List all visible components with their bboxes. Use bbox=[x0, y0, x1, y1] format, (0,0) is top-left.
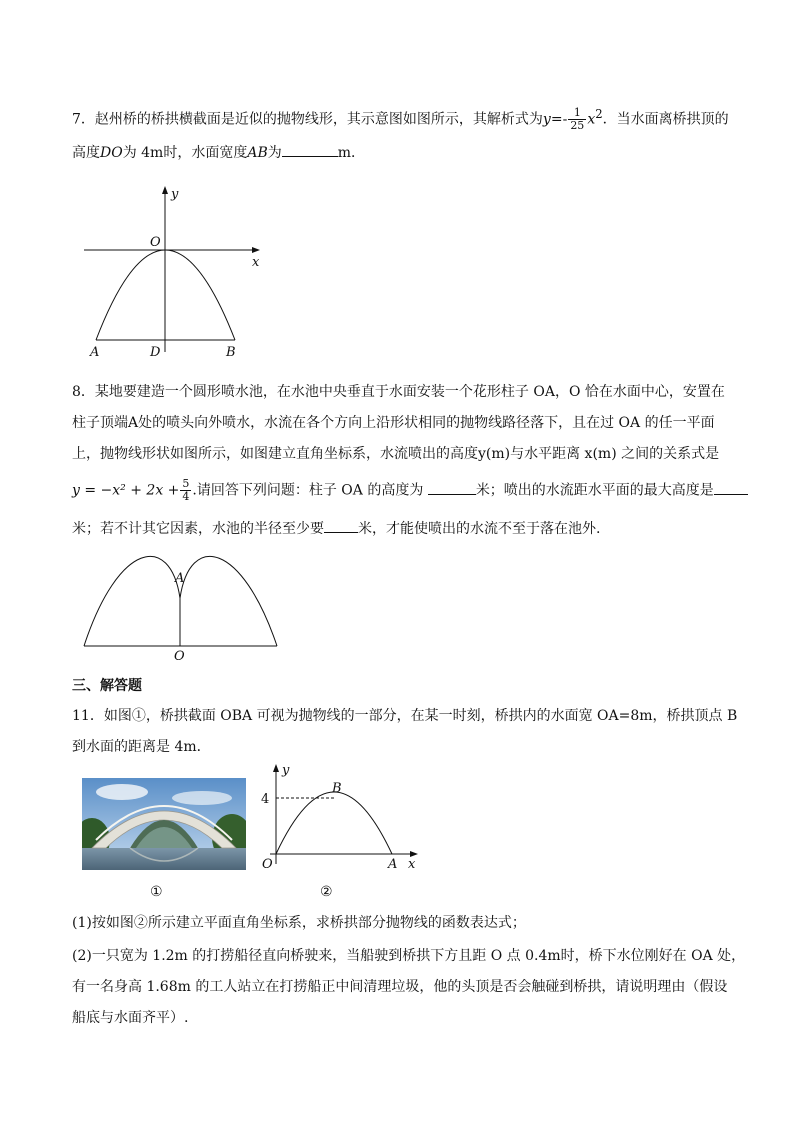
q11-label-B: B bbox=[332, 781, 342, 796]
q7-parabola-figure bbox=[78, 182, 278, 362]
q7-y-arrow bbox=[162, 186, 168, 194]
q11-parabola bbox=[276, 792, 392, 854]
q7-x-arrow bbox=[252, 247, 260, 253]
q7-line-2: 高度DO为 4m时，水面宽度AB为 m． bbox=[72, 142, 722, 163]
q11-label-A: A bbox=[388, 857, 398, 872]
figure-caption-1: ① bbox=[150, 884, 163, 900]
q7-label-A: A bbox=[90, 345, 100, 360]
q11-subquestion-1: (1)按如图②所示建立平面直角坐标系，求桥拱部分抛物线的函数表达式； bbox=[72, 915, 526, 931]
q8-line-1: 8．某地要建造一个圆形喷水池，在水池中央垂直于水面安装一个花形柱子 OA，O 恰在水面中心，安置在 bbox=[72, 384, 725, 400]
q8-line-2: 柱子顶端A处的喷头向外喷水，水流在各个方向上沿形状相同的抛物线路径落下，且在过 OA 的任一平面 bbox=[72, 415, 715, 431]
q11-label-x: x bbox=[408, 857, 416, 872]
q7-label-y: y bbox=[171, 187, 179, 202]
q11-label-y: y bbox=[282, 763, 290, 778]
q8-line-3: 上，抛物线形状如图所示，如图建立直角坐标系，水流喷出的高度y(m)与水平距离 x(m) 之间的关系式是 bbox=[72, 446, 720, 462]
q8-left-arc bbox=[84, 556, 180, 646]
q11-line-2: 到水面的距离是 4m． bbox=[72, 739, 211, 755]
q7-var-y: y bbox=[542, 111, 551, 128]
q7-line-1 bbox=[72, 104, 729, 133]
q8-right-arc bbox=[180, 556, 277, 646]
q8-fraction: $\frac{5}{4}$ bbox=[182, 477, 190, 503]
q11-line-1: 11．如图①，桥拱截面 OBA 可视为抛物线的一部分，在某一时刻，桥拱内的水面宽 OA=8m，桥拱顶点 B bbox=[72, 708, 738, 724]
q8-answer-blank-1[interactable] bbox=[428, 480, 476, 495]
q8-fountain-figure bbox=[78, 552, 288, 664]
q8-answer-blank-2[interactable] bbox=[714, 480, 748, 495]
q7-fraction: $\frac{1}{25}$ bbox=[570, 106, 585, 133]
q7-answer-blank[interactable] bbox=[282, 142, 338, 157]
q8-answer-blank-3[interactable] bbox=[324, 518, 358, 533]
q8-label-A: A bbox=[175, 571, 185, 586]
q11-bridge-arch-graph bbox=[256, 760, 426, 875]
q11-label-4: 4 bbox=[261, 792, 270, 807]
q8-line-5: 米；若不计其它因素，水池的半径至少要 米，才能使喷出的水流不至于落在池外. bbox=[72, 518, 722, 539]
q7-text-2: ．当水面离桥拱顶的 bbox=[602, 111, 729, 128]
q7-label-x: x bbox=[252, 255, 260, 270]
q7-number: 7． bbox=[72, 111, 95, 128]
q11-subquestion-2-line-3: 船底与水面齐平）. bbox=[72, 1010, 189, 1026]
q11-y-arrow bbox=[273, 764, 279, 772]
q7-text: 赵州桥的桥拱横截面是近似的抛物线形，其示意图如图所示，其解析式为 bbox=[94, 111, 543, 128]
q7-label-B: B bbox=[226, 345, 236, 360]
figure-caption-2: ② bbox=[320, 884, 333, 900]
q11-subquestion-2-line-1: (2)一只宽为 1.2m 的打捞船径直向桥驶来，当船驶到桥拱下方且距 O 点 0.4m时，桥下水位刚好在 OA 处， bbox=[72, 948, 746, 964]
bridge-photo bbox=[82, 778, 246, 870]
q11-subquestion-2-line-2: 有一名身高 1.68m 的工人站立在打捞船正中间清理垃圾，他的头顶是否会触碰到桥拱，请说明理由（假设 bbox=[72, 979, 728, 995]
q8-expression: y = −x² + 2x + bbox=[72, 482, 180, 499]
q8-label-O: O bbox=[174, 649, 185, 664]
q7-label-O: O bbox=[150, 235, 161, 250]
q7-exponent: 2 bbox=[595, 107, 603, 121]
q7-eq: =- bbox=[550, 111, 568, 128]
q7-label-D: D bbox=[150, 345, 161, 360]
q11-label-O: O bbox=[262, 857, 273, 872]
q7-var-x: x bbox=[587, 111, 596, 128]
q8-line-4: y = −x² + 2x + $\frac{5}{4}$ .请回答下列问题：柱子 OA 的高度为 米；喷出的水流距水平面的最大高度是 bbox=[72, 478, 722, 503]
section-title: 三、解答题 bbox=[72, 678, 142, 694]
